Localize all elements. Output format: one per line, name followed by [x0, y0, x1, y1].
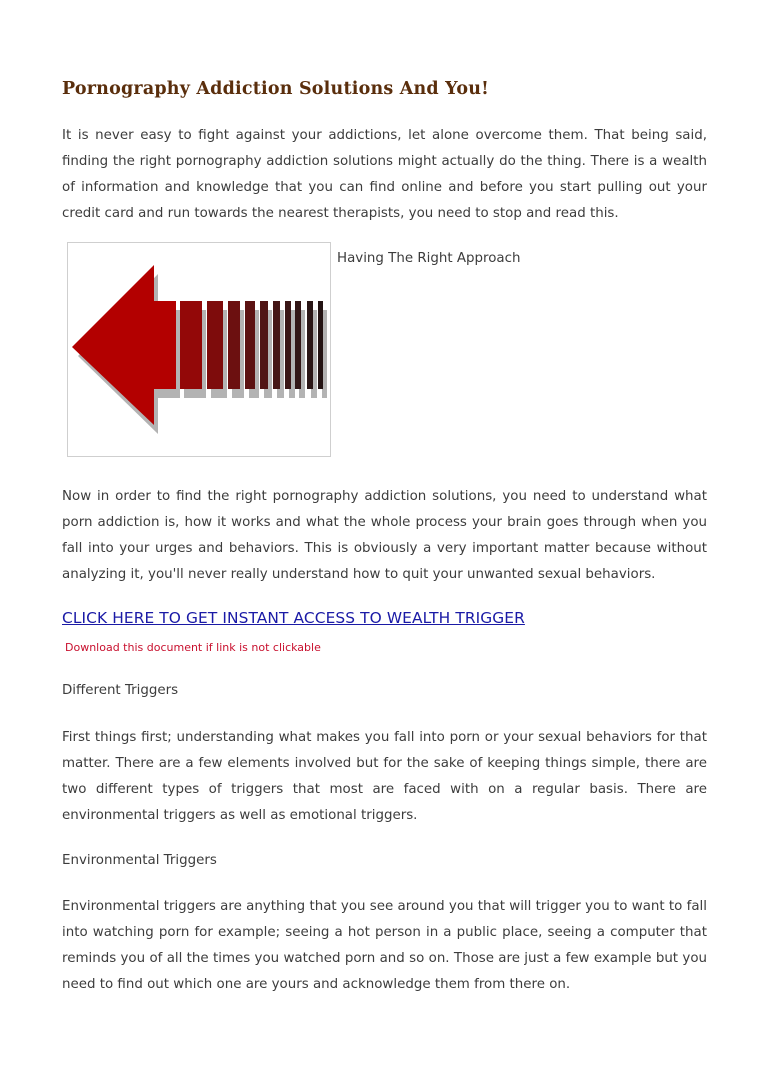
- article-title: Pornography Addiction Solutions And You!: [62, 79, 490, 99]
- red-arrow-left-icon: [68, 243, 330, 456]
- section-heading-triggers: Different Triggers: [62, 683, 179, 698]
- intro-paragraph: It is never easy to fight against your addictions, let alone overcome them. That being said, finding the right pornography addiction solutions might actually do the thing. There is a wealth of information and knowledge that you can find online and before you start pulling out your credit card and run towards the nearest therapists, you need to stop and read this.: [62, 128, 707, 221]
- arrow-image: [67, 242, 331, 457]
- body-paragraph-4: Environmental triggers are anything that you see around you that will trigger you to want to fall into watching porn for example; seeing a hot person in a public place, seeing a computer that reminds you of all the times you watched porn and so on. Those are just a few example but you need to find out which one are yours and acknowledge them from there on.: [62, 899, 707, 992]
- download-note: Download this document if link is not clickable: [65, 641, 321, 654]
- instant-access-link[interactable]: CLICK HERE TO GET INSTANT ACCESS TO WEALTH TRIGGER: [62, 609, 525, 627]
- body-paragraph-2: Now in order to find the right pornography addiction solutions, you need to understand what porn addiction is, how it works and what the whole process your brain goes through when you fall into your urges and behaviors. This is obviously a very important matter because without analyzing it, you'll never really understand how to quit your unwanted sexual behaviors.: [62, 489, 707, 582]
- body-paragraph-3: First things first; understanding what makes you fall into porn or your sexual behaviors for that matter. There are a few elements involved but for the sake of keeping things simple, there are two different types of triggers that most are faced with on a regular basis. There are environmental triggers as well as emotional triggers.: [62, 730, 707, 823]
- figure-caption: Having The Right Approach: [337, 251, 521, 266]
- section-heading-environmental: Environmental Triggers: [62, 853, 217, 868]
